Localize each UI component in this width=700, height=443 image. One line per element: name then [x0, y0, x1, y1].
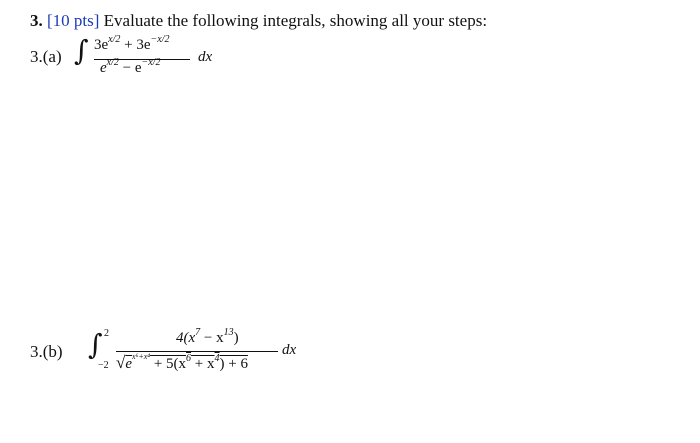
part-a-numerator: [94, 34, 170, 54]
part-a-num-exp2: −x/2: [150, 34, 170, 45]
question-header: [30, 9, 487, 33]
part-b-num-post: ): [233, 330, 239, 346]
part-a-num-exp1: x/2: [108, 34, 121, 45]
part-b-lower-limit: −2: [98, 360, 109, 371]
part-b-upper-limit: 2: [104, 328, 109, 339]
part-b-radical-icon: √: [116, 353, 126, 372]
part-a-den-exp1: x/2: [106, 57, 119, 68]
part-b-integral-sign: ∫: [88, 328, 103, 361]
part-b-denominator: [116, 353, 248, 373]
part-a-integral-sign: ∫: [74, 34, 89, 67]
points-value: [10 pts]: [47, 11, 100, 30]
part-b-den-exp-b: 6: [186, 353, 192, 364]
part-b-label: 3.(b): [30, 342, 63, 361]
part-b-numerator: [176, 327, 239, 347]
part-a-den-base1: e: [100, 60, 107, 76]
part-b-differential: dx: [282, 342, 297, 358]
part-a-label: 3.(a): [30, 47, 62, 66]
part-a-differential: dx: [198, 49, 213, 65]
part-b-num-pre: 4(x: [176, 330, 196, 346]
question-instruction: Evaluate the following integrals, showing all your steps:: [103, 11, 488, 30]
question-number: 3.: [30, 11, 43, 30]
part-a-denominator: [100, 57, 161, 77]
part-a-den-exp2: −x/2: [141, 57, 161, 68]
part-b-num-mid: − x: [200, 330, 224, 346]
part-b-den-exp-c: 4: [214, 353, 220, 364]
part-b-den-rest-post: ) + 6: [219, 356, 248, 372]
part-a-num-plus: + 3e: [120, 37, 151, 53]
part-a-den-minus: − e: [118, 60, 142, 76]
part-b-num-exp2: 13: [223, 327, 234, 338]
part-b-den-rest-mid: + x: [191, 356, 215, 372]
part-b-den-exp: x⁶+x⁴: [132, 352, 151, 361]
part-a-num-coef1: 3e: [94, 37, 109, 53]
part-b-den-rest-pre: + 5(x: [150, 356, 187, 372]
part-b-num-exp1: 7: [195, 327, 201, 338]
part-b-den-base: e: [125, 356, 133, 372]
